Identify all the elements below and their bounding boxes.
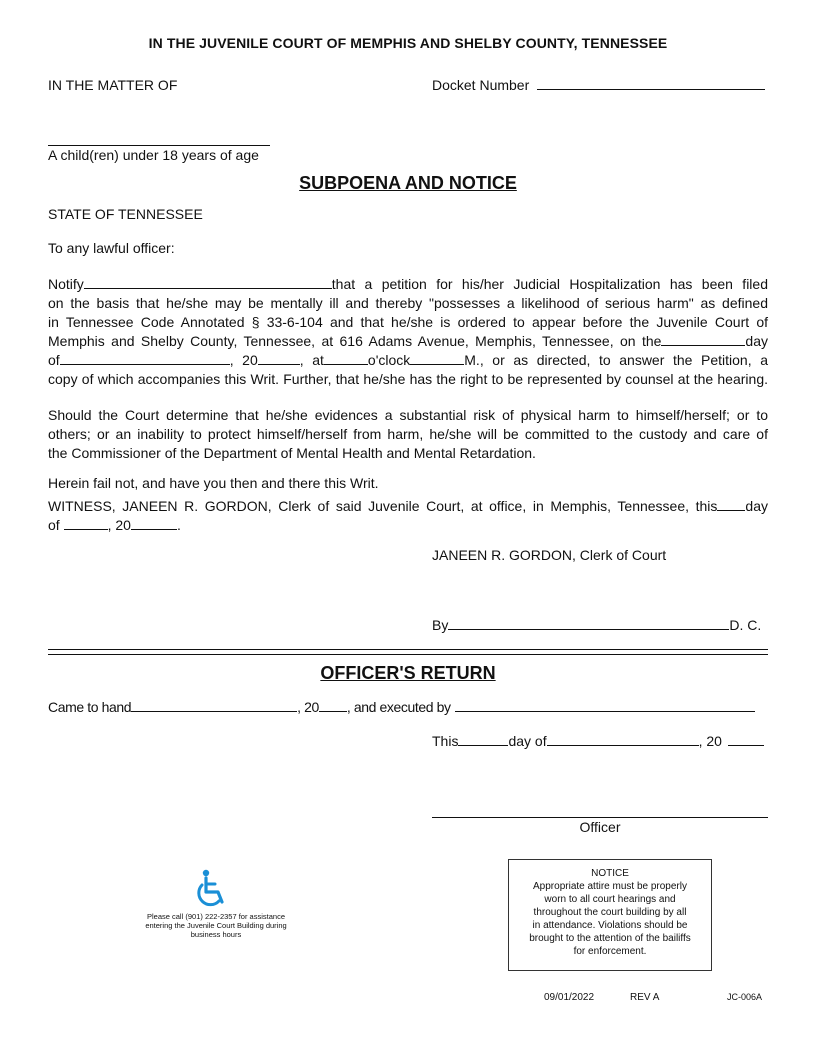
- herein-text: Herein fail not, and have you then and there this Writ.: [48, 475, 379, 491]
- paragraph-line: in Tennessee Code Annotated § 33-6-104 and that he/she is ordered to appear before the Juvenile Court of: [48, 314, 768, 330]
- clerk-signature: JANEEN R. GORDON, Clerk of Court: [432, 547, 667, 563]
- commitment-paragraph: [48, 406, 768, 463]
- paragraph-line: Notify that a petition for his/her Judicial Hospitalization has been filed: [48, 276, 768, 292]
- notify-name-field[interactable]: [84, 276, 332, 289]
- docket-number-label: Docket Number: [432, 77, 530, 93]
- notice-line: throughout the court building by all: [533, 907, 687, 918]
- paragraph-line: of , 20 .: [48, 517, 181, 533]
- paragraph-line: copy of which accompanies this Writ. Further, that he/she has the right to be represented by counsel at the hearing.: [48, 371, 768, 387]
- form-revision: REV A: [630, 992, 660, 1003]
- notice-line: for enforcement.: [573, 946, 647, 957]
- docket-number-row: [432, 77, 765, 93]
- paragraph-line: on the basis that he/she may be mentally ill and thereby "possesses a likelihood of serious harm" as defined: [48, 295, 768, 311]
- accessibility-line: Please call (901) 222-2357 for assistance: [147, 912, 285, 921]
- this-day-row: This day of , 20: [432, 733, 764, 749]
- came-to-hand-year-field[interactable]: [319, 699, 347, 712]
- in-the-matter-of-label: IN THE MATTER OF: [48, 77, 178, 93]
- witness-paragraph: [48, 497, 768, 535]
- came-to-hand-row: Came to hand , 20 , and executed by: [48, 699, 768, 715]
- deputy-clerk-signature-field[interactable]: [448, 617, 729, 630]
- officer-label: Officer: [579, 819, 621, 835]
- child-name-field[interactable]: [48, 145, 270, 146]
- by-row: [432, 617, 761, 633]
- wheelchair-icon: [192, 868, 236, 912]
- docket-number-field[interactable]: [537, 77, 765, 90]
- notice-line: in attendance. Violations should be: [532, 920, 688, 931]
- notice-line: Appropriate attire must be properly: [533, 881, 687, 892]
- court-title: IN THE JUVENILE COURT OF MEMPHIS AND SHELBY COUNTY, TENNESSEE: [148, 35, 668, 51]
- accessibility-line: entering the Juvenile Court Building during: [145, 921, 287, 930]
- paragraph-line: WITNESS, JANEEN R. GORDON, Clerk of said Juvenile Court, at office, in Memphis, Tennessee, this day: [48, 498, 768, 514]
- came-to-hand-date-field[interactable]: [131, 699, 297, 712]
- accessibility-note: [128, 912, 304, 939]
- child-caption: A child(ren) under 18 years of age: [48, 147, 259, 163]
- witness-month-field[interactable]: [64, 517, 108, 530]
- hearing-year-field[interactable]: [258, 352, 300, 365]
- notice-paragraph: [48, 275, 768, 389]
- notice-line: brought to the attention of the bailiffs: [529, 933, 691, 944]
- witness-year-field[interactable]: [131, 517, 177, 530]
- hearing-meridiem-field[interactable]: [410, 352, 464, 365]
- paragraph-line: of , 20 , at o'clock M., or as directed, to answer the Petition, a: [48, 352, 768, 368]
- notice-line: worn to all court hearings and: [544, 894, 676, 905]
- hearing-day-field[interactable]: [661, 333, 745, 346]
- state-label: STATE OF TENNESSEE: [48, 206, 203, 222]
- form-date: 09/01/2022: [544, 992, 595, 1003]
- paragraph-line: others; or an inability to protect himself/herself from harm, he/she will be committed to the custody and care of: [48, 426, 768, 442]
- executed-by-field[interactable]: [455, 699, 755, 712]
- dc-label: D. C.: [729, 617, 762, 633]
- by-label: By: [432, 617, 449, 633]
- to-officer-label: To any lawful officer:: [48, 240, 175, 256]
- paragraph-line: the Commissioner of the Department of Mental Health and Mental Retardation.: [48, 445, 536, 461]
- paragraph-line: Should the Court determine that he/she evidences a substantial risk of physical harm to himself/herself; or to: [48, 407, 768, 423]
- officer-signature-field[interactable]: [432, 817, 768, 818]
- officers-return-title: OFFICER'S RETURN: [320, 663, 496, 683]
- notice-title: NOTICE: [591, 868, 629, 879]
- witness-day-field[interactable]: [717, 498, 745, 511]
- paragraph-line: Memphis and Shelby County, Tennessee, at 616 Adams Avenue, Memphis, Tennessee, on the day: [48, 333, 768, 349]
- return-month-field[interactable]: [547, 733, 699, 746]
- return-year-field[interactable]: [728, 733, 764, 746]
- hearing-hour-field[interactable]: [324, 352, 368, 365]
- form-number: JC-006A: [727, 992, 763, 1002]
- attire-notice-box: [508, 859, 712, 971]
- subpoena-title: SUBPOENA AND NOTICE: [299, 173, 517, 193]
- section-divider: [48, 649, 768, 650]
- section-divider: [48, 654, 768, 655]
- return-day-field[interactable]: [458, 733, 508, 746]
- accessibility-line: business hours: [190, 930, 242, 939]
- hearing-month-field[interactable]: [60, 352, 230, 365]
